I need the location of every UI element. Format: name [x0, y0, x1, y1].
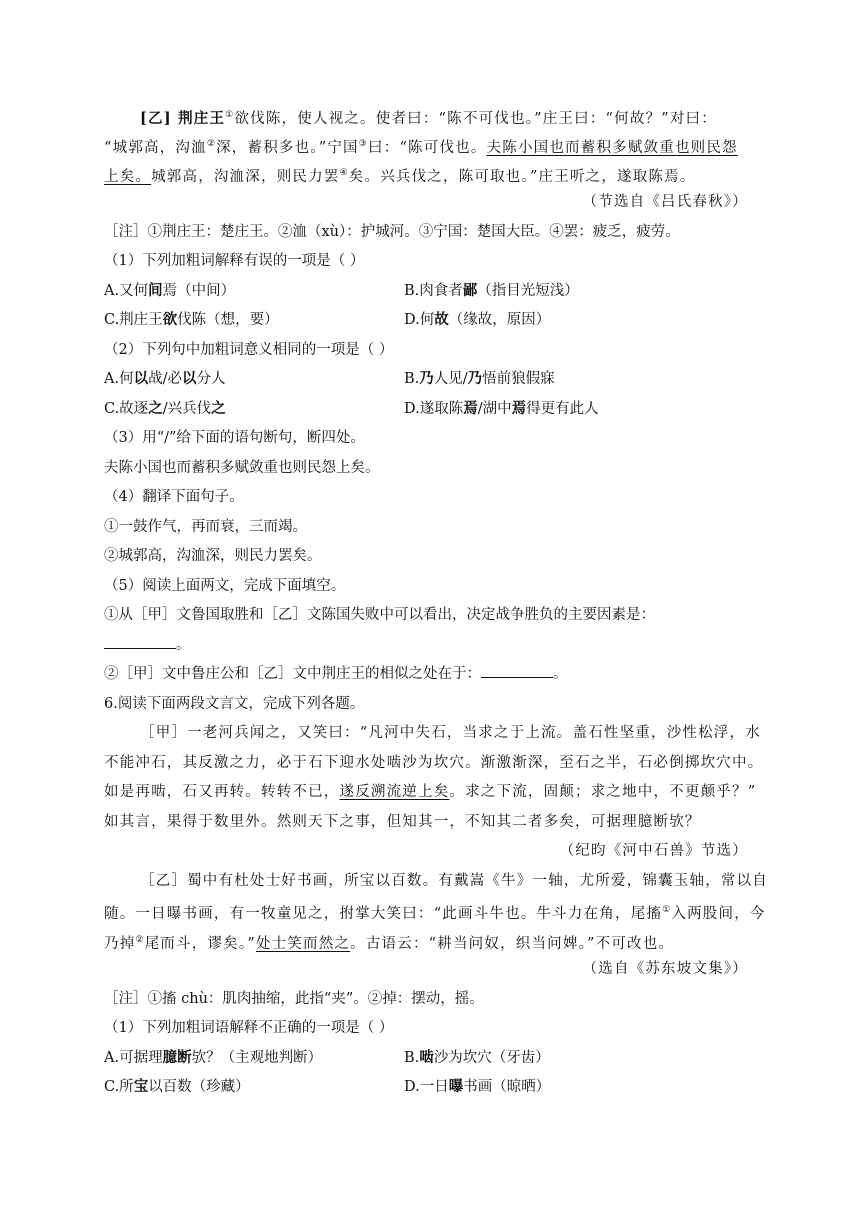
q2-option-d[interactable]: D.遂取陈焉/湖中焉得更有此人	[404, 400, 599, 417]
question-2-stem: （2）下列句中加粗词意义相同的一项是（ ）	[104, 342, 394, 358]
annotation-note: ［注］①荆庄王：楚庄王。②洫（xù）：护城河。③宁国：楚国大臣。④罢：疲乏，疲劳。	[104, 224, 680, 240]
underlined-sentence: 夫陈小国也而蓄积多赋敛重也则民怨	[486, 139, 738, 156]
passage-yi2-line-3: 乃掉②尾而斗，谬矣。”处士笑而然之。古语云：“耕当问奴，织当问婢。”不可改也。	[104, 935, 675, 952]
q1-option-b[interactable]: B.肉食者鄙（指目光短浅）	[404, 282, 579, 299]
q5-item-1: ①从［甲］文鲁国取胜和［乙］文陈国失败中可以看出，决定战争胜负的主要因素是：	[104, 607, 655, 623]
question-6-title: 6.阅读下面两段文言文，完成下列各题。	[104, 696, 365, 712]
q6-1-option-d[interactable]: D.一日曝书画（晾晒）	[404, 1078, 551, 1095]
passage-yi-line-3: 上矣。城郭高，沟洫深，则民力罢④矣。兴兵伐之，陈可取也。”庄王听之，遂取陈焉。	[104, 168, 696, 185]
q4-sentence-2: ②城郭高，沟洫深，则民力罢矣。	[104, 548, 322, 564]
passage-yi-line-2: “城郭高，沟洫②深，蓄积多也。”宁国③曰：“陈可伐也。夫陈小国也而蓄积多赋敛重也则民怨	[104, 139, 738, 156]
passage-jia-line-2: 不能冲石，其反激之力，必于石下迎水处啮沙为坎穴。渐激渐深，至石之半，石必倒掷坎穴中。	[104, 755, 764, 771]
question-1-stem: （1）下列加粗词解释有误的一项是（ ）	[104, 253, 365, 269]
passage-jia-line-4: 如其言，果得于数里外。然则天下之事，但知其一，不知其二者多矣，可据理臆断欤？	[104, 814, 701, 830]
passage-jia-line-1: ［甲］一老河兵闻之，又笑曰：“凡河中失石，当求之于上流。盖石性坚重，沙性松浮，水	[140, 725, 761, 741]
answer-blank[interactable]	[104, 634, 176, 649]
yi2-source-citation: （选自《苏东坡文集》）	[582, 961, 748, 977]
q1-option-a[interactable]: A.又何间焉（中间）	[104, 282, 236, 299]
q2-option-c[interactable]: C.故逐之/兴兵伐之	[104, 400, 226, 417]
passage-yi-line-1: [乙] 荆庄王①欲伐陈，使人视之。使者曰：“陈不可伐也。”庄王曰：“何故？”对曰：	[140, 109, 717, 127]
q6-1-option-a[interactable]: A.可据理臆断欤？（主观地判断）	[104, 1049, 323, 1066]
underlined-sentence: 遂反溯流逆上矣	[339, 784, 450, 800]
source-citation: （节选自《吕氏春秋》）	[582, 194, 748, 210]
question-3-stem: （3）用“/”给下面的语句断句，断四处。	[104, 430, 365, 446]
jia-source-citation: （纪昀《河中石兽》节选）	[559, 843, 748, 859]
passage-yi2-line-2: 随。一日曝书画，有一牧童见之，拊掌大笑曰：“此画斗牛也。牛斗力在角，尾搐①入两股间，今	[104, 905, 766, 922]
q5-item-1-blank[interactable]: 。	[104, 634, 191, 656]
q1-option-d[interactable]: D.何故（缘故，原因）	[404, 311, 551, 328]
question-3-text: 夫陈小国也而蓄积多赋敛重也则民怨上矣。	[104, 460, 380, 476]
q6-1-option-c[interactable]: C.所宝以百数（珍藏）	[104, 1078, 250, 1095]
q5-item-2: ②［甲］文中鲁庄公和［乙］文中荆庄王的相似之处在于： 。	[104, 663, 568, 685]
answer-blank[interactable]	[481, 663, 553, 678]
question-5-stem: （5）阅读上面两文，完成下面填空。	[104, 578, 346, 594]
question-4-stem: （4）翻译下面句子。	[104, 489, 244, 505]
q2-option-b[interactable]: B.乃人见/乃悟前狼假寐	[404, 370, 555, 387]
q2-option-a[interactable]: A.何以战/必以分人	[104, 370, 226, 387]
q4-sentence-1: ①一鼓作气，再而衰，三而竭。	[104, 519, 307, 535]
q1-option-c[interactable]: C.荆庄王欲伐陈（想，要）	[104, 311, 279, 328]
passage-jia-line-3: 如是再啮，石又再转。转转不已，遂反溯流逆上矣。求之下流，固颠；求之地中，不更颠乎？”	[104, 784, 757, 800]
question-6-1-stem: （1）下列加粗词语解释不正确的一项是（ ）	[104, 1020, 394, 1036]
q6-annotation-note: ［注］①搐 chù：肌肉抽缩，此指“夹”。②掉：摆动，摇。	[104, 991, 484, 1007]
q6-1-option-b[interactable]: B.啮沙为坎穴（牙齿）	[404, 1049, 550, 1066]
passage-yi2-line-1: ［乙］蜀中有杜处士好书画，所宝以百数。有戴嵩《牛》一轴，尤所爱，锦囊玉轴，常以自	[140, 873, 768, 889]
underlined-sentence: 处士笑而然之	[255, 935, 351, 952]
